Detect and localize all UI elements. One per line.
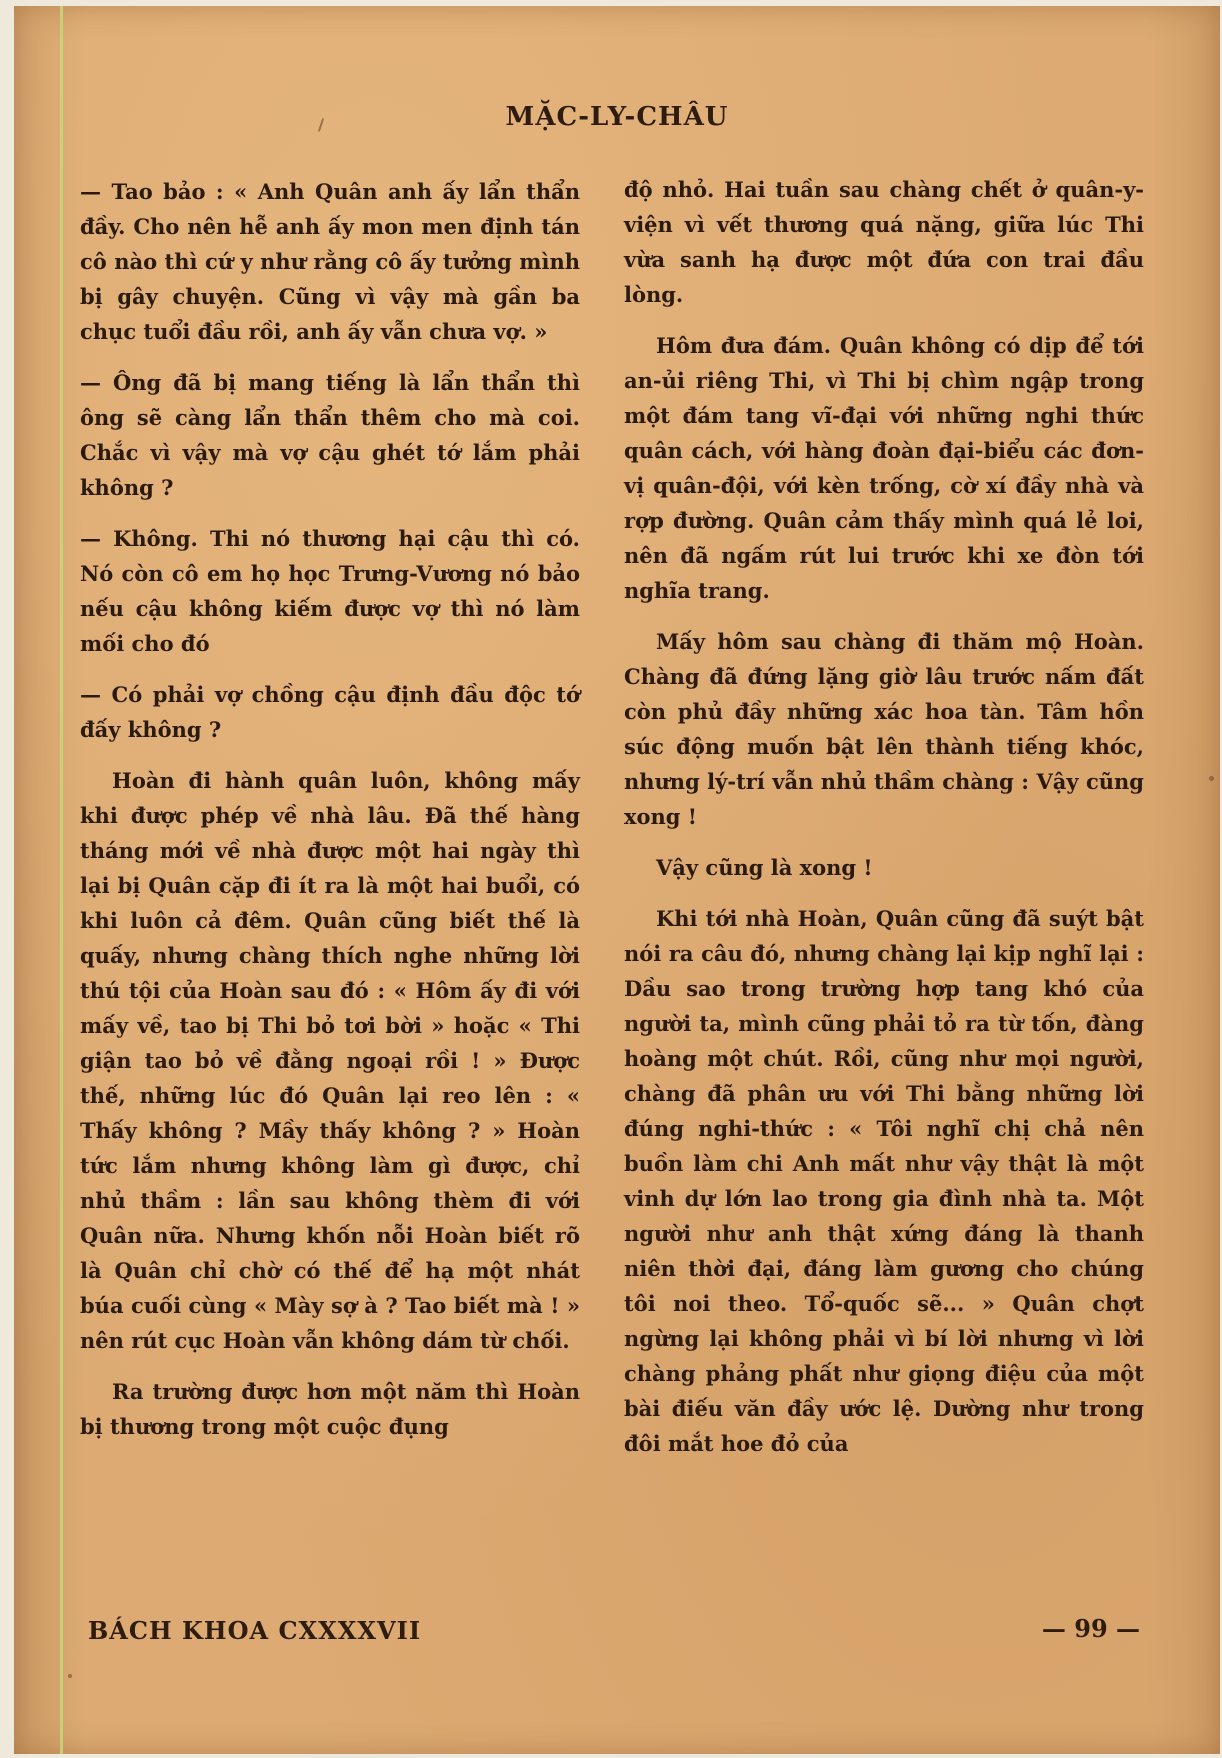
left-column [80, 174, 580, 1460]
paragraph: Vậy cũng là xong ! [656, 855, 873, 880]
scanned-page [14, 6, 1220, 1754]
paragraph: Mấy hôm sau chàng đi thăm mộ Hoàn. Chàng đã đứng lặng giờ lâu trước nấm đất còn phủ đầy những xác hoa tàn. Tâm hồn súc động muốn bật lên thành tiếng khóc, nhưng lý-trí vẫn nhủ thầm chàng : Vậy cũng xong ! [624, 629, 1144, 829]
ink-speck [68, 1674, 72, 1678]
paragraph: Hôm đưa đám. Quân không có dịp để tới an-ủi riêng Thi, vì Thi bị chìm ngập trong một đám tang vĩ-đại với những nghi thức quân cách, với hàng đoàn đại-biểu các đơn-vị quân-đội, với kèn trống, cờ xí đầy nhà và rợp đường. Quân cảm thấy mình quá lẻ loi, nên đã ngấm rút lui trước khi xe đòn tới nghĩa trang. [624, 333, 1144, 603]
paragraph: Ra trường được hơn một năm thì Hoàn bị thương trong một cuộc đụng [80, 1379, 580, 1439]
page-number: — 99 — [1041, 1614, 1140, 1643]
running-title: MẶC-LY-CHÂU [505, 102, 729, 132]
paragraph: — Tao bảo : « Anh Quân anh ấy lẩn thẩn đầy. Cho nên hễ anh ấy mon men định tán cô nào thì cứ y như rằng cô ấy tưởng mình bị gây chuyện. Cũng vì vậy mà gần ba chục tuổi đầu rồi, anh ấy vẫn chưa vợ. » [80, 179, 580, 344]
right-column [624, 172, 1144, 1477]
margin-rule [60, 6, 63, 1754]
paragraph: — Không. Thi nó thương hại cậu thì có. Nó còn cô em họ học Trưng-Vương nó bảo nếu cậu không kiếm được vợ thì nó làm mối cho đó [80, 526, 580, 656]
paragraph: Hoàn đi hành quân luôn, không mấy khi được phép về nhà lâu. Đã thế hàng tháng mới về nhà được một hai ngày thì lại bị Quân cặp đi ít ra là một hai buổi, có khi luôn cả đêm. Quân cũng biết thế là quấy, nhưng chàng thích nghe những lời thú tội của Hoàn sau đó : « Hôm ấy đi với mấy về, tao bị Thi bỏ tơi bời » hoặc « Thi giận tao bỏ về đằng ngoại rồi ! » Được thế, những lúc đó Quân lại reo lên : « Thấy không ? Mầy thấy không ? » Hoàn tức lắm nhưng không làm gì được, chỉ nhủ thầm : lần sau không thèm đi với Quân nữa. Nhưng khốn nỗi Hoàn biết rõ là Quân chỉ chờ có thế để hạ một nhát búa cuối cùng « Mày sợ à ? Tao biết mà ! » nên rút cục Hoàn vẫn không dám từ chối. [80, 768, 580, 1353]
paragraph: Khi tới nhà Hoàn, Quân cũng đã suýt bật nói ra câu đó, nhưng chàng lại kịp nghĩ lại : Dầu sao trong trường hợp tang khó của người ta, mình cũng phải tỏ ra từ tốn, đàng hoàng một chút. Rồi, cũng như mọi người, chàng đã phân ưu với Thi bằng những lời đúng nghi-thức : « Tôi nghĩ chị chả nên buồn làm chi Anh mất như vậy thật là một vinh dự lớn lao trong gia đình nhà ta. Một người như anh thật xứng đáng là thanh niên thời đại, đáng làm gương cho chúng tôi noi theo. Tổ-quốc sẽ... » Quân chợt ngừng lại không phải vì bí lời nhưng vì lời chàng phảng phất như giọng điệu của một bài điếu văn đầy ước lệ. Dường như trong đôi mắt hoe đỏ của [624, 906, 1144, 1456]
ink-speck [1209, 776, 1214, 781]
publication-name: BÁCH KHOA CXXXXVII [88, 1616, 422, 1645]
paragraph: — Có phải vợ chồng cậu định đầu độc tớ đấy không ? [80, 682, 580, 742]
paragraph: — Ông đã bị mang tiếng là lẩn thẩn thì ông sẽ càng lẩn thẩn thêm cho mà coi. Chắc vì vậy mà vợ cậu ghét tớ lắm phải không ? [80, 370, 580, 500]
paragraph: độ nhỏ. Hai tuần sau chàng chết ở quân-y-viện vì vết thương quá nặng, giữa lúc Thi vừa sanh hạ được một đứa con trai đầu lòng. [624, 177, 1144, 307]
